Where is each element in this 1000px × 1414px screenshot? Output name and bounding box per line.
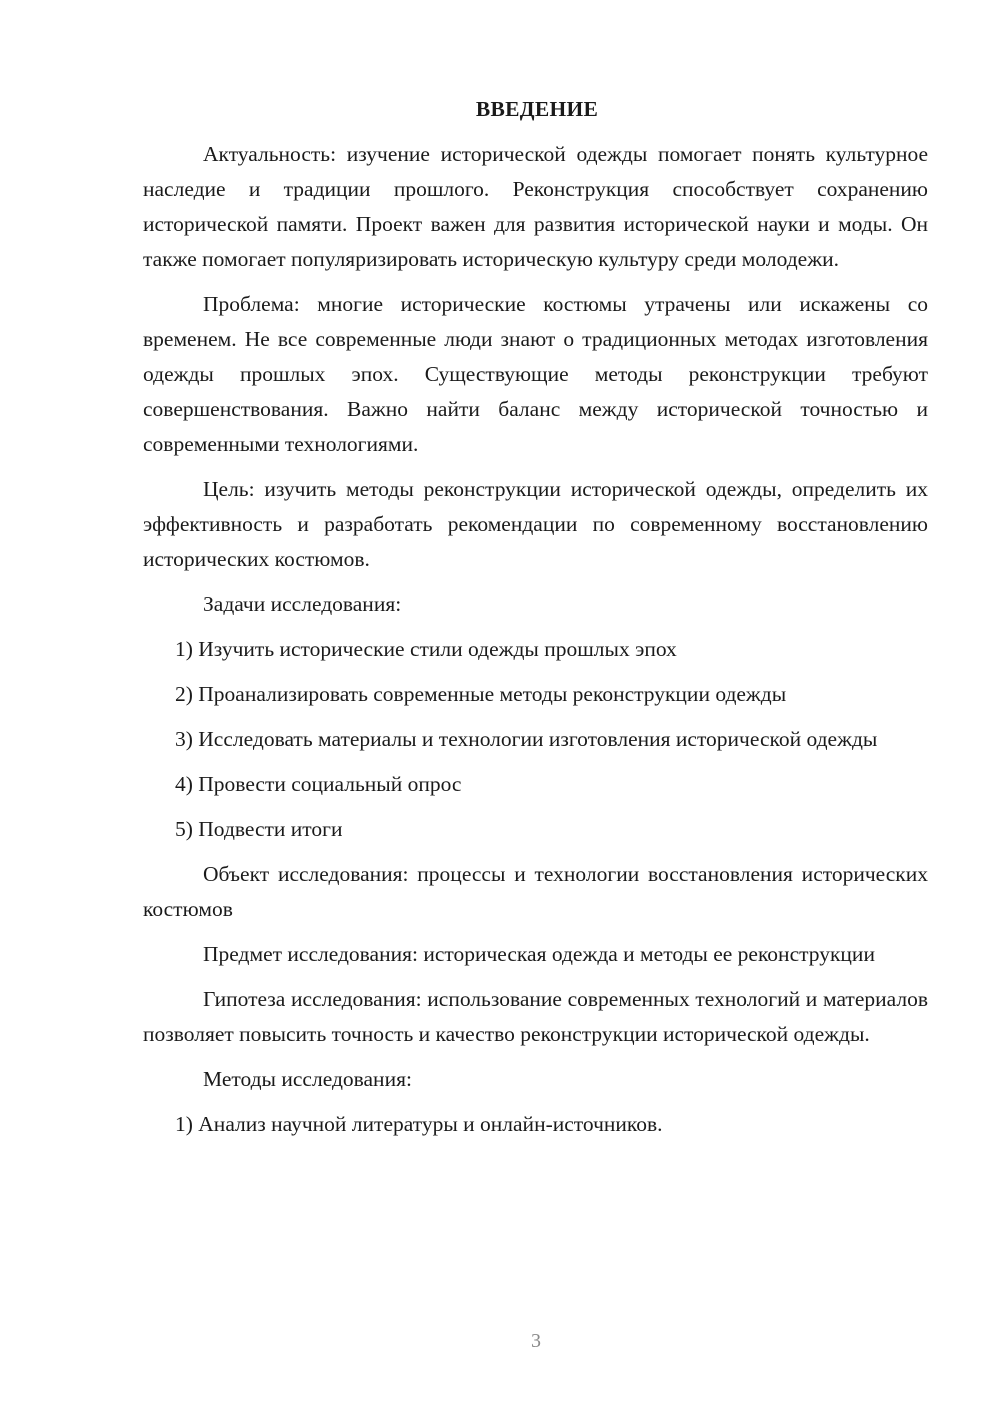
task-item: 1) Изучить исторические стили одежды прошлых эпох bbox=[175, 637, 677, 661]
relevance-paragraph: Актуальность: изучение исторической одежды помогает понять культурное наследие и традиции прошлого. Реконструкция способствует сохранению исторической памяти. Проект важен для развития исторической науки и моды. Он также помогает популяризировать историческую культуру среди молодежи. bbox=[143, 142, 928, 271]
method-item: 1) Анализ научной литературы и онлайн-источников. bbox=[175, 1112, 663, 1136]
section-title: ВВЕДЕНИЕ bbox=[475, 97, 599, 121]
subject-paragraph: Предмет исследования: историческая одежда и методы ее реконструкции bbox=[203, 942, 875, 966]
task-item: 3) Исследовать материалы и технологии изготовления исторической одежды bbox=[175, 727, 878, 751]
problem-paragraph: Проблема: многие исторические костюмы утрачены или искажены со временем. Не все современные люди знают о традиционных методах изготовления одежды прошлых эпох. Существующие методы реконструкции требуют совершенствования. Важно найти баланс между исторической точностью и современными технологиями. bbox=[143, 292, 928, 456]
task-item: 5) Подвести итоги bbox=[175, 817, 343, 841]
page-number: 3 bbox=[531, 1330, 541, 1352]
tasks-heading: Задачи исследования: bbox=[203, 592, 402, 616]
hypothesis-paragraph: Гипотеза исследования: использование современных технологий и материалов позволяет повысить точность и качество реконструкции исторической одежды. bbox=[143, 987, 928, 1046]
object-paragraph: Объект исследования: процессы и технологии восстановления исторических костюмов bbox=[143, 862, 928, 921]
goal-paragraph: Цель: изучить методы реконструкции исторической одежды, определить их эффективность и разработать рекомендации по современному восстановлению исторических костюмов. bbox=[143, 477, 928, 571]
task-item: 2) Проанализировать современные методы реконструкции одежды bbox=[175, 682, 787, 706]
document-page bbox=[143, 92, 928, 1152]
methods-heading: Методы исследования: bbox=[203, 1067, 412, 1091]
task-item: 4) Провести социальный опрос bbox=[175, 772, 462, 796]
